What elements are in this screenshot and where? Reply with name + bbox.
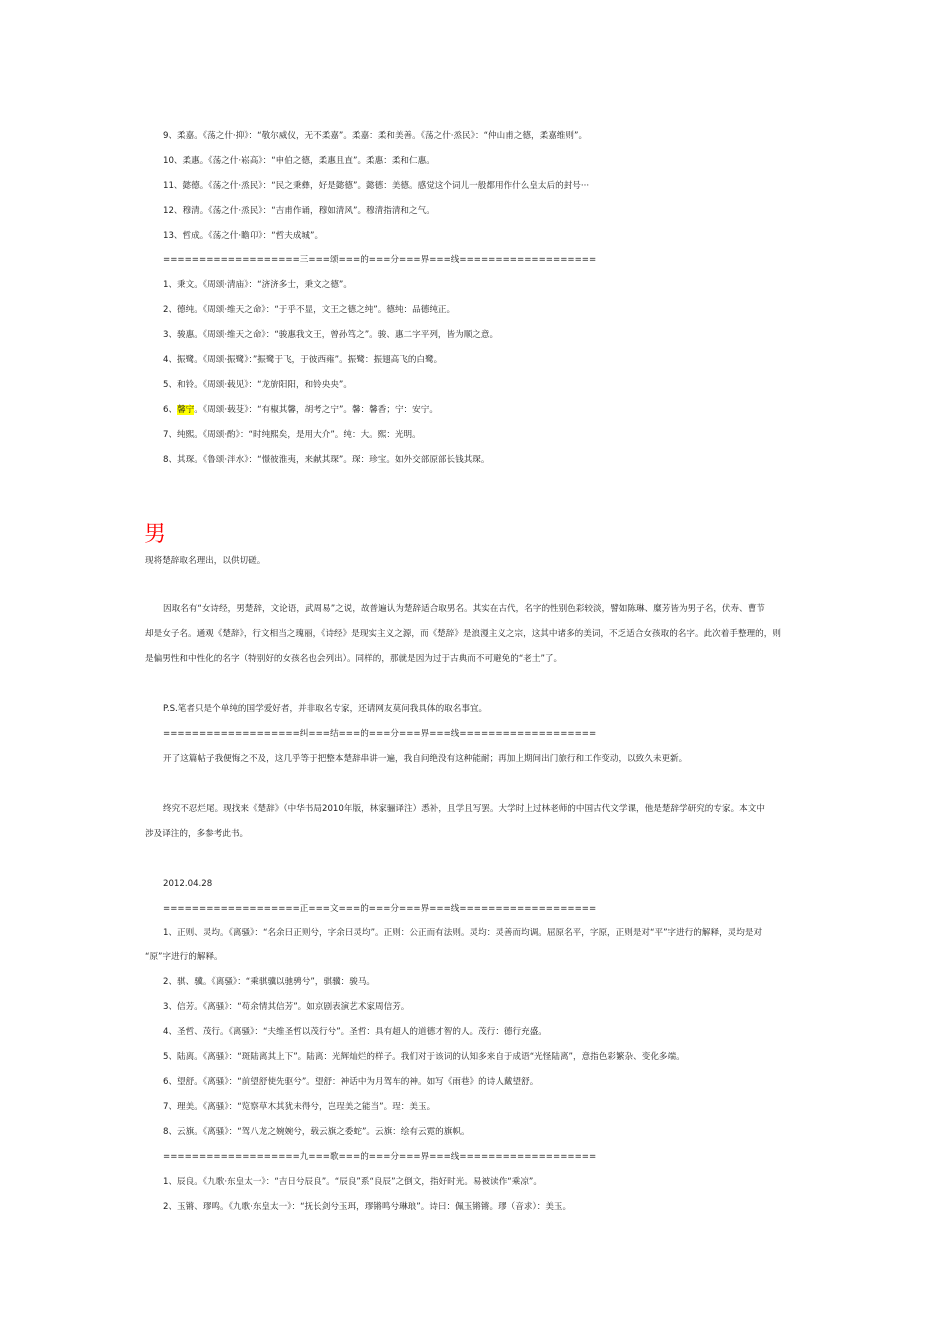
text-line: 4、振鹭。《周颂·振鹭》：”振鹭于飞，于彼西雍”。振鹭：振翅高飞的白鹭。 [163, 355, 443, 365]
item-number: 6、 [163, 405, 178, 415]
text-line [163, 404, 438, 416]
text-line: 12、穆清。《荡之什·烝民》：“吉甫作诵，穆如清风”。穆清指清和之气。 [163, 206, 435, 216]
section-heading: 男 [144, 522, 167, 547]
text-line: 8、其琛。《鲁颂·泮水》：“憬彼淮夷，来献其琛”。琛：珍宝。如外交部原部长钱其琛。 [163, 455, 490, 465]
text-line: 13、哲成。《荡之什·瞻卬》：“哲夫成城”。 [163, 231, 324, 241]
text-line: “原”字进行的解释。 [145, 952, 223, 962]
text-line: 5、和铃。《周颂·载见》：“龙旂阳阳，和铃央央”。 [163, 380, 352, 390]
intro-text: 现将楚辞取名理出，以供切磋。 [145, 556, 266, 566]
text-line: 1、辰良。《九歌·东皇太一》：“吉日兮辰良”。“辰良”系“良辰”之倒文，指好时光。易被读作“乘凉”。 [163, 1177, 542, 1187]
text-line: 2、骐、骥。《离骚》：“乘骐骥以驰骋兮”，骐骥：骏马。 [163, 977, 376, 987]
text-line: 5、陆离。《离骚》：“斑陆离其上下”。陆离：光辉灿烂的样子。我们对于该词的认知多来自于成语“光怪陆离”，意指色彩繁杂、变化多端。 [163, 1052, 685, 1062]
text-line: 4、圣哲、茂行。《离骚》：“夫维圣哲以茂行兮”。圣哲：具有超人的道德才智的人。茂行：德行充盛。 [163, 1027, 547, 1037]
text-line: 8、云旗。《离骚》：“驾八龙之婉婉兮，载云旗之委蛇”。云旗：绘有云霓的旗帜。 [163, 1127, 470, 1137]
text-line: 7、纯熙。《周颂·酌》：“时纯熙矣，是用大介”。纯：大。熙：光明。 [163, 430, 421, 440]
text-line: 2、德纯。《周颂·维天之命》：“于乎不显，文王之德之纯”。德纯：品德纯正。 [163, 305, 456, 315]
paragraph-line: 却是女子名。通观《楚辞》，行文相当之瑰丽，《诗经》是现实主义之源，而《楚辞》是浪漫主义之宗，这其中诸多的美词，不乏适合女孩取的名字。此次着手整理的，则 [145, 629, 781, 639]
text-line: 3、骏惠。《周颂·维天之命》：“骏惠我文王，曾孙笃之”。骏、惠二字平列，皆为顺之意。 [163, 330, 499, 340]
text-line: 10、柔惠。《荡之什·崧高》：“申伯之德，柔惠且直”。柔惠：柔和仁惠。 [163, 156, 435, 166]
paragraph-line: 涉及译注的，多参考此书。 [145, 829, 249, 839]
text-line: 9、柔嘉。《荡之什·抑》：“敬尔威仪，无不柔嘉”。柔嘉：柔和美善。《荡之什·烝民》：“仲山甫之德，柔嘉维则”。 [163, 131, 588, 141]
text-line: 11、懿德。《荡之什·烝民》：“民之秉彝，好是懿德”。懿德：美德。感觉这个词儿一般都用作什么皇太后的封号··· [163, 181, 590, 191]
text-line: 1、正则、灵均。《离骚》：“名余曰正则兮，字余曰灵均”。正则：公正而有法则。灵均：灵善而均调。屈原名平，字原，正则是对“平”字进行的解释，灵均是对 [163, 928, 763, 938]
text-line: 7、理美。《离骚》：“览察草木其犹未得兮，岂珵美之能当”。珵：美玉。 [163, 1102, 436, 1112]
item-text: 。《周颂·载芟》：“有椒其馨，胡考之宁”。馨：馨香；宁：安宁。 [194, 405, 438, 415]
text-line: 2、玉锵、璆鸣。《九歌·东皇太一》：“抚长剑兮玉珥，璆锵鸣兮琳琅”。诗曰：佩玉锵锵。璆（音求）：美玉。 [163, 1202, 572, 1212]
section-divider: ===================纠===结===的===分===界===线=================== [163, 729, 597, 739]
paragraph-line: 终究不忍烂尾。现找来《楚辞》（中华书局2010年版，林家骊译注）悉补，且学且写罢。大学时上过林老师的中国古代文学课，他是楚辞学研究的专家。本文中 [163, 804, 765, 814]
text-line: 1、秉文。《周颂·清庙》：“济济多士，秉文之德”。 [163, 280, 352, 290]
ps-note: P.S.笔者只是个单纯的国学爱好者，并非取名专家，还请网友莫问我具体的取名事宜。 [163, 704, 488, 714]
section-divider: ===================三===颂===的===分===界===线=================== [163, 255, 597, 265]
highlighted-term: 馨宁 [177, 405, 195, 415]
section-divider: ===================九===歌===的===分===界===线=================== [163, 1152, 597, 1162]
paragraph-line: 因取名有“女诗经，男楚辞，文论语，武周易”之说，故普遍认为楚辞适合取男名。其实在古代，名字的性别色彩较淡，譬如陈琳、糜芳皆为男子名，伏寿、曹节 [163, 604, 765, 614]
post-date: 2012.04.28 [163, 879, 213, 889]
paragraph-line: 是偏男性和中性化的名字（特别好的女孩名也会列出）。同样的，那就是因为过于古典而不可避免的“老土”了。 [145, 654, 563, 664]
text-line: 6、望舒。《离骚》：“前望舒使先驱兮”。望舒：神话中为月驾车的神。如写《雨巷》的诗人戴望舒。 [163, 1077, 539, 1087]
paragraph-line: 开了这篇帖子我便悔之不及，这几乎等于把整本楚辞串讲一遍，我自问绝没有这种能耐；再加上期间出门旅行和工作变动，以致久未更新。 [163, 754, 688, 764]
section-divider: ===================正===文===的===分===界===线=================== [163, 904, 597, 914]
text-line: 3、信芳。《离骚》：“苟余情其信芳”。如京剧表演艺术家周信芳。 [163, 1002, 410, 1012]
